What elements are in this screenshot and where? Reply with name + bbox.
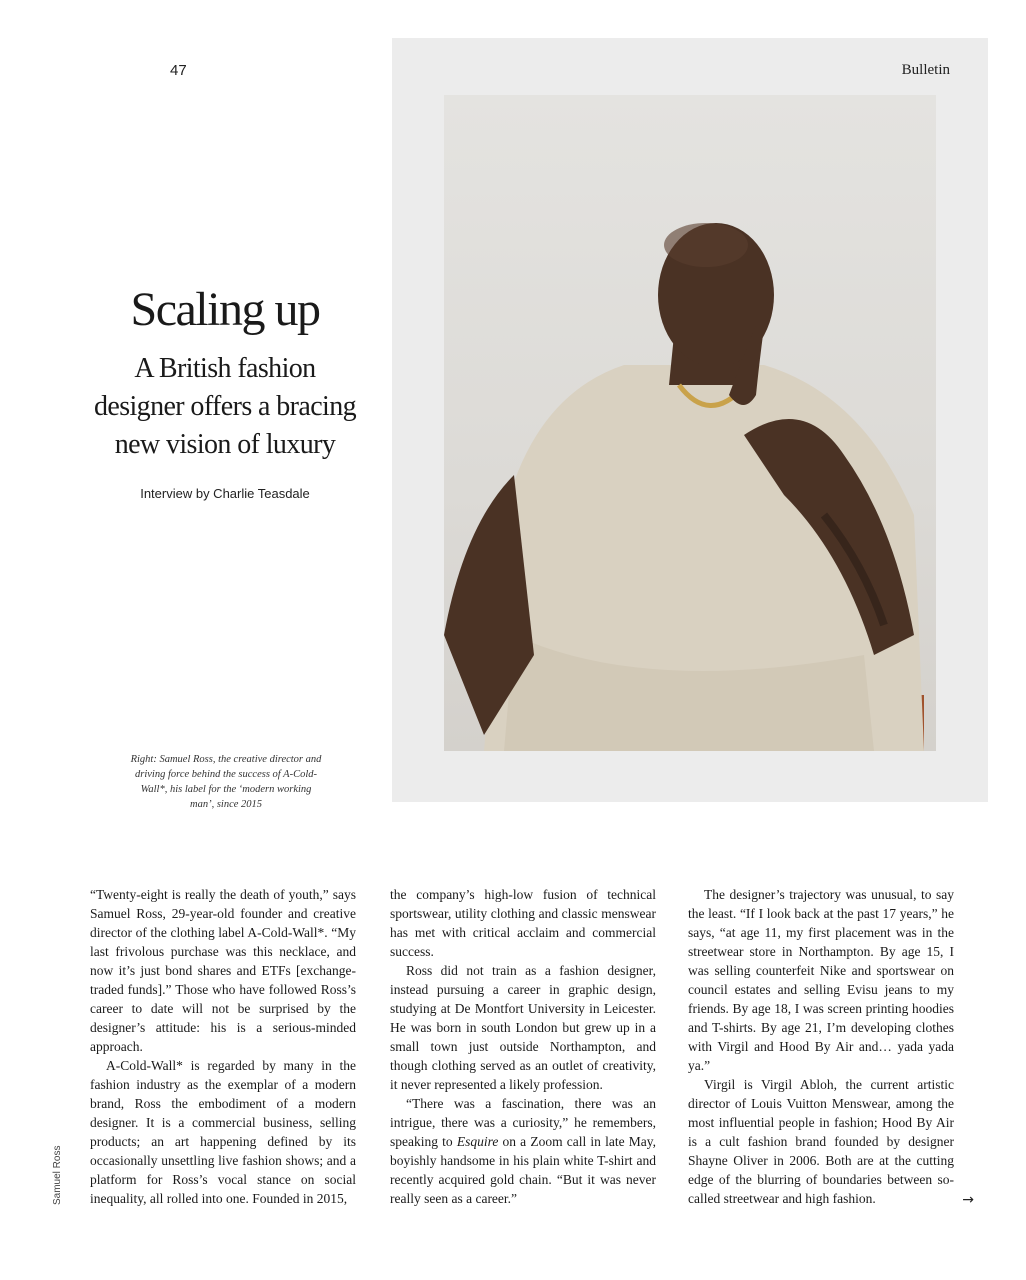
article-column-1 xyxy=(90,885,356,1208)
paragraph: “Twenty-eight is really the death of youth,” says Samuel Ross, 29-year-old founder and creative director of the clothing label A-Cold-Wall*. “My last frivolous purchase was this necklace, and now it’s just bond shares and ETFs [exchange-traded funds].” Those who have followed Ross’s career to date will not be surprised by the designer’s attitude: his is a serious-minded approach. xyxy=(90,887,356,1054)
text-run: “There was a fascination, there was an intrigue, there was a curiosity,” he remembers, speaking to xyxy=(390,1096,656,1149)
portrait-illustration xyxy=(444,95,936,751)
article-title: Scaling up xyxy=(130,283,320,336)
continue-arrow-icon: → xyxy=(962,1192,974,1208)
paragraph xyxy=(390,1094,656,1208)
byline: Interview by Charlie Teasdale xyxy=(140,486,310,501)
headline-block xyxy=(90,282,360,501)
paragraph: Ross did not train as a fashion designer, instead pursuing a career in graphic design, studying at De Montfort University in Leicester. He was born in south London but grew up in a small town just outside Northampton, and though clothing served as an outlet of creativity, it never represented a likely profession. xyxy=(390,963,656,1092)
paragraph: Virgil is Virgil Abloh, the current artistic director of Louis Vuitton Menswear, among the most influential people in fashion; Hood By Air is a cult fashion brand founded by designer Shayne Oliver in 2006. Both are at the cutting edge of the blurring of boundaries between so-called streetwear and high fashion. xyxy=(688,1077,954,1206)
text-run: on a Zoom call in late May, boyishly handsome in his plain white T-shirt and recently acquired gold chain. “But it was never really seen as a career.” xyxy=(390,1134,656,1206)
article-subtitle: A British fashion designer offers a bracing new vision of luxury xyxy=(93,353,357,460)
section-label: Bulletin xyxy=(901,62,950,78)
publication-name: Esquire xyxy=(456,1134,499,1149)
photo-credit: Samuel Ross xyxy=(52,1145,63,1205)
paragraph: A-Cold-Wall* is regarded by many in the fashion industry as the exemplar of a modern brand, Ross the embodiment of a modern designer. It is a commercial business, selling products; an art happening defined by its occasionally unsettling live fashion shows; and a platform for Ross’s vocal stance on social inequality, all rolled into one. Founded in 2015, xyxy=(90,1058,356,1206)
article-column-3 xyxy=(688,885,954,1208)
paragraph: the company’s high-low fusion of technical sportswear, utility clothing and classic menswear has met with critical acclaim and commercial success. xyxy=(390,887,656,959)
photo-panel xyxy=(392,38,988,802)
paragraph: The designer’s trajectory was unusual, to say the least. “If I look back at the past 17 years,” he says, “at age 11, my first placement was in the streetwear store in Northampton. By age 15, I was selling counterfeit Nike and sportswear on council estates and selling Evisu jeans to my friends. By age 18, I was screen printing hoodies and T-shirts. By age 21, I’m developing clothes with Virgil and Hood By Air and… yada yada ya.” xyxy=(688,887,954,1073)
article-column-2 xyxy=(390,885,656,1208)
page-number: 47 xyxy=(170,62,187,79)
portrait-photo xyxy=(444,95,936,751)
photo-caption: Right: Samuel Ross, the creative director and driving force behind the success of A-Cold-Wall*, his label for the ‘modern working man’, since 2015 xyxy=(130,754,322,810)
